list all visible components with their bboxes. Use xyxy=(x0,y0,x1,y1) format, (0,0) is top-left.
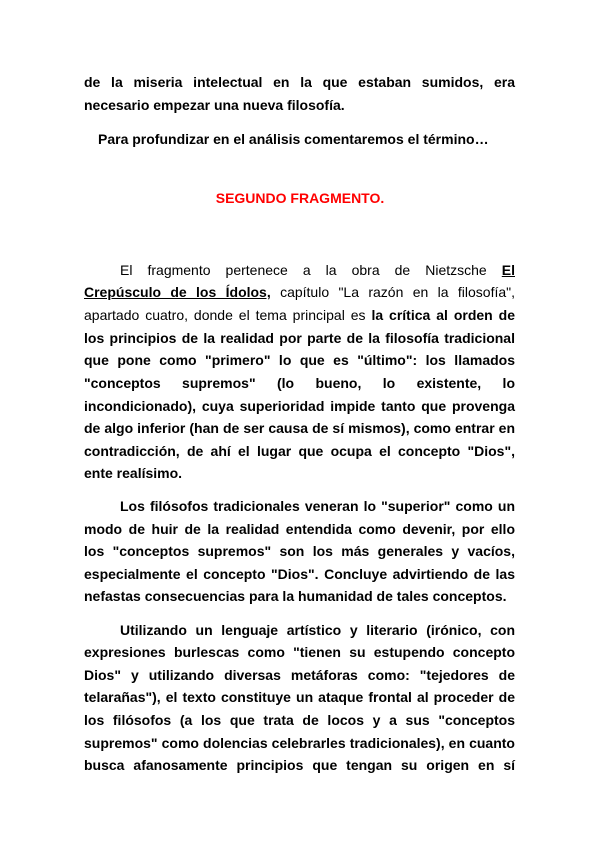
p3-line-2: expresiones burlescas como "tienen su estupendo concepto xyxy=(84,644,515,660)
p1-line-3-bold: la crítica al orden de xyxy=(371,307,515,323)
intro-line-3: Para profundizar en el análisis comentaremos el término… xyxy=(98,131,489,147)
p1-line-10: ente realísimo. xyxy=(84,465,183,481)
p1-line-1-text: El fragmento pertenece a la obra de Nietzsche xyxy=(120,262,502,278)
p2-line-2: modo de huir de la realidad entendida como devenir, por ello xyxy=(84,521,515,537)
p2-line-1 xyxy=(84,495,515,518)
p1-line-4: los principios de la realidad por parte de la filosofía tradicional xyxy=(84,330,515,346)
p1-line-6: "conceptos supremos" (lo bueno, lo existente, lo xyxy=(84,375,515,391)
p1-line-9: contradicción, de ahí el lugar que ocupa el concepto "Dios", xyxy=(84,443,515,459)
p1-line-2 xyxy=(84,281,515,304)
p1-line-2-text: capítulo "La razón en la filosofía", xyxy=(270,284,515,300)
intro-line-1: de la miseria intelectual en la que estaban sumidos, era xyxy=(84,74,515,90)
p1-line-3 xyxy=(84,304,515,327)
book-title-part-1: El xyxy=(501,262,515,278)
p3-line-4: telarañas"), el texto constituye un ataque frontal al proceder de xyxy=(84,689,515,705)
p3-line-7: busca afanosamente principios que tengan su origen en sí xyxy=(84,757,515,773)
p2-line-5: nefastas consecuencias para la humanidad de tales conceptos. xyxy=(84,588,507,604)
p3-line-3: Dios" y utilizando diversas metáforas como: "tejedores de xyxy=(84,667,515,683)
book-title-part-2: Crepúsculo de los Ídolos, xyxy=(84,284,271,300)
p2-line-1-text: Los filósofos tradicionales veneran lo "superior" como un xyxy=(120,498,515,514)
intro-line-2: necesario empezar una nueva filosofía. xyxy=(84,97,345,113)
p3-line-6: supremos" como dolencias celebrarles tradicionales), en cuanto xyxy=(84,735,515,751)
p2-line-3: los "conceptos supremos" son los más generales y vacíos, xyxy=(84,543,515,559)
p3-line-5: los filósofos (a los que trata de locos y a sus "conceptos xyxy=(84,712,515,728)
p1-line-3-text: apartado cuatro, donde el tema principal es xyxy=(84,307,372,323)
section-heading: SEGUNDO FRAGMENTO. xyxy=(215,190,385,206)
p3-line-1-text: Utilizando un lenguaje artístico y literario (irónico, con xyxy=(120,622,515,638)
p3-line-1 xyxy=(84,619,515,642)
p2-line-4: especialmente el concepto "Dios". Concluye advirtiendo de las xyxy=(84,566,515,582)
p1-line-5: que pone como "primero" lo que es "último": los llamados xyxy=(84,352,515,368)
p1-line-8: de algo inferior (han de ser causa de sí mismos), como entrar en xyxy=(84,420,515,436)
p1-line-7: incondicionado), cuya superioridad impide tanto que provenga xyxy=(84,398,515,414)
p1-line-1 xyxy=(84,259,515,282)
